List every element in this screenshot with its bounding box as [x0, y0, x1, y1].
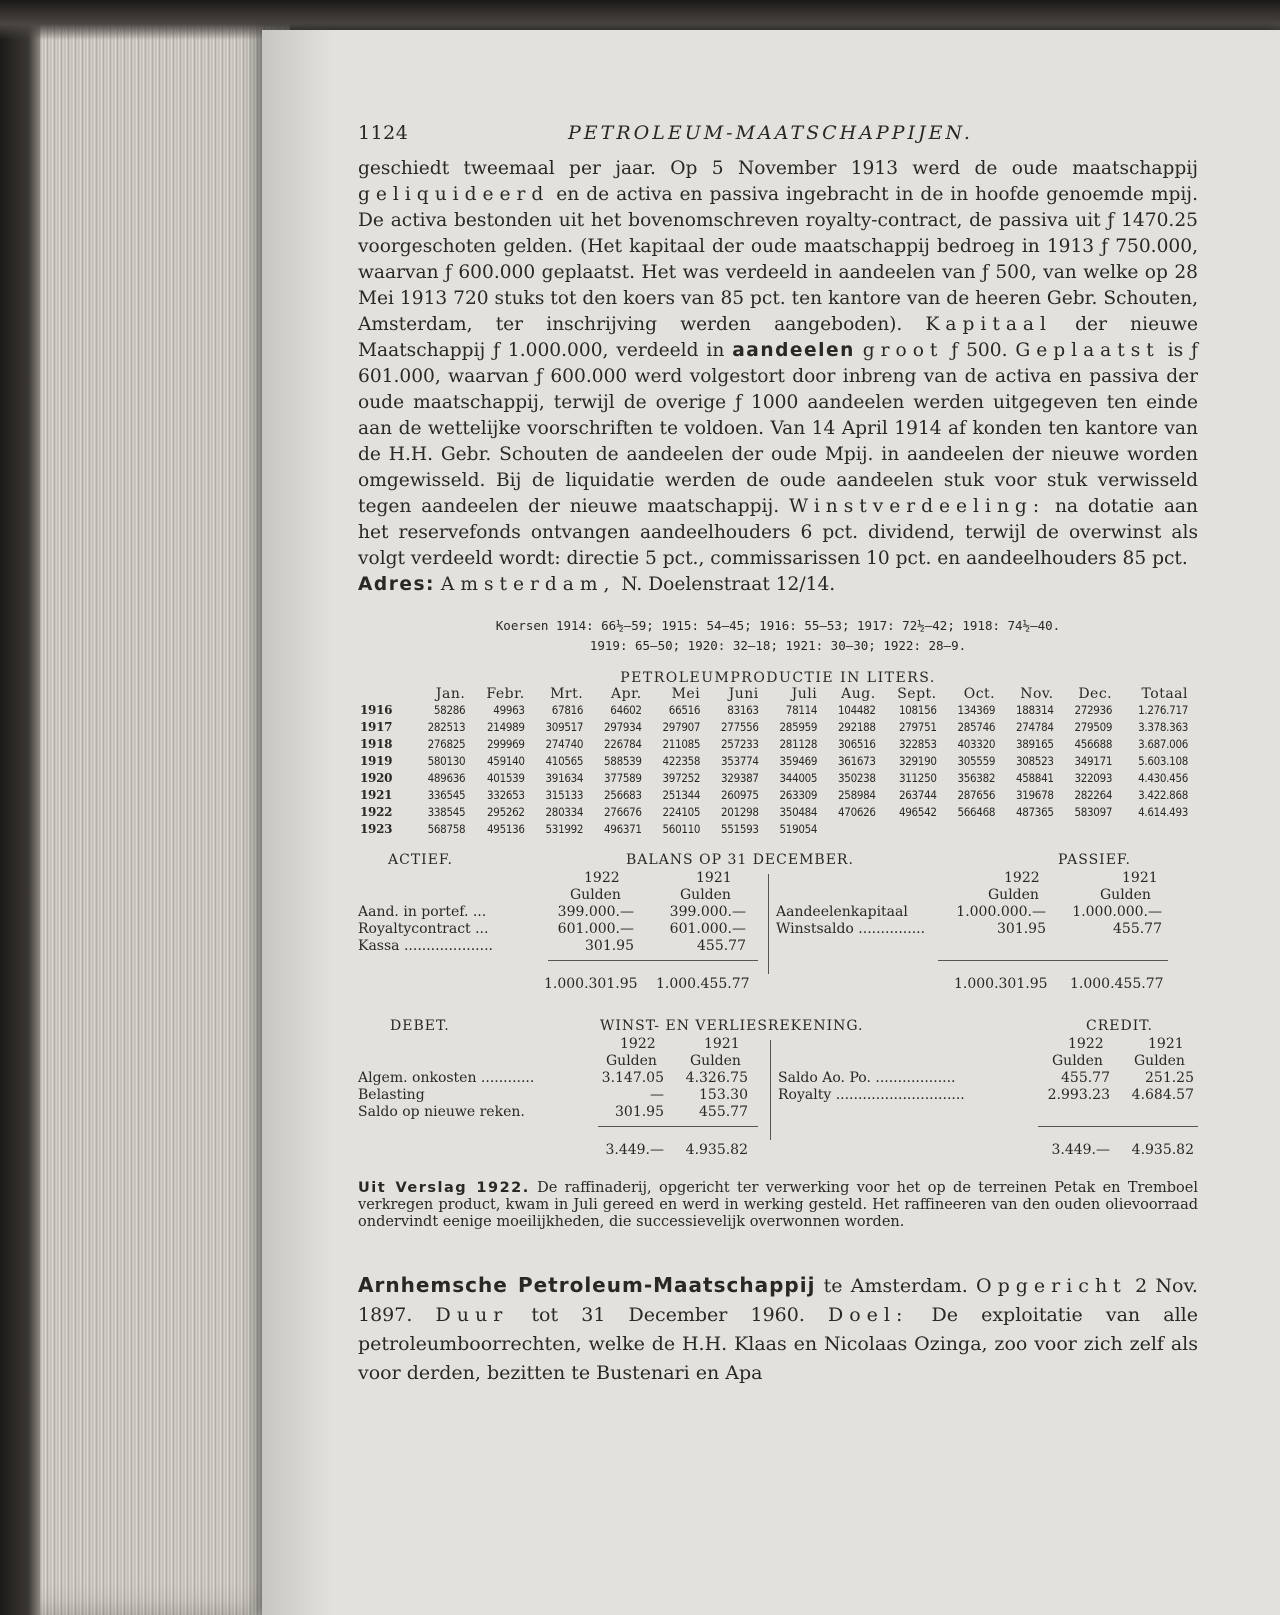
year-cell: 1922: [360, 805, 393, 819]
value-cell: 322853: [898, 737, 937, 751]
value-cell: 188314: [1015, 703, 1054, 717]
value-cell: 285746: [957, 720, 996, 734]
month-column-header: Jan.: [435, 686, 466, 702]
page-header: [358, 116, 1280, 156]
year-cell: 1921: [360, 788, 393, 802]
value-cell: 5.603.108: [1138, 754, 1188, 768]
value-cell: 66516: [668, 703, 701, 717]
balans-right-total: 1.000.455.77: [1070, 976, 1164, 992]
arnhemsche-entry: [358, 1271, 1198, 1388]
koersen-line-2: 1919: 65—50; 1920: 32—18; 1921: 30—30; 1922: 28—9.: [589, 638, 967, 653]
value-cell: 353774: [721, 754, 759, 768]
winst-left-label: Saldo op nieuwe reken.: [358, 1104, 525, 1120]
winst-right-unit-1: Gulden: [1052, 1053, 1103, 1069]
value-cell: 336545: [427, 788, 466, 802]
value-cell: 338545: [427, 805, 466, 819]
table-row: [358, 770, 1190, 787]
balans-left-label: Royaltycontract ...: [358, 921, 489, 937]
balans-left-value: 601.000.—: [669, 921, 746, 937]
value-cell: 295262: [487, 805, 525, 819]
value-cell: 580130: [427, 754, 466, 768]
month-column-header: Mei: [671, 686, 701, 702]
emph-groot: groot: [862, 340, 944, 361]
year-cell: 1923: [360, 822, 393, 836]
book-page: [262, 30, 1280, 1615]
month-column-header: Dec.: [1078, 686, 1113, 702]
value-cell: 489636: [427, 771, 466, 785]
balans-left-value: 399.000.—: [557, 904, 634, 920]
table-row: [358, 736, 1190, 753]
value-cell: 3.378.363: [1138, 720, 1188, 734]
value-cell: 359469: [779, 754, 818, 768]
balans-title: BALANS OP 31 DECEMBER.: [626, 852, 854, 868]
table-row: [358, 787, 1190, 804]
credit-heading: CREDIT.: [1086, 1018, 1153, 1034]
month-column-header: Juni: [728, 686, 759, 702]
balans-left-label: Kassa ....................: [358, 938, 493, 954]
winst-left-label: Algem. onkosten ............: [358, 1070, 535, 1086]
value-cell: 276825: [427, 737, 466, 751]
value-cell: 297934: [604, 720, 642, 734]
value-cell: 280334: [545, 805, 584, 819]
winst-left-value: 301.95: [615, 1104, 664, 1120]
value-cell: 568758: [427, 822, 466, 836]
value-cell: 104482: [838, 703, 876, 717]
value-cell: 299969: [487, 737, 525, 751]
value-cell: 329387: [721, 771, 759, 785]
balans-right-unit-1: Gulden: [988, 887, 1039, 903]
page-title: PETROLEUM-MAATSCHAPPIJEN.: [568, 122, 973, 144]
winst-unit-2: Gulden: [690, 1053, 741, 1069]
winst-unit-1: Gulden: [606, 1053, 657, 1069]
balans-right-total: 1.000.301.95: [954, 976, 1048, 992]
value-cell: [1114, 821, 1190, 838]
value-cell: 551593: [721, 822, 759, 836]
production-table: [358, 686, 1190, 838]
text-run: der nieuwe Maatschappij ƒ 1.000.000, verdeeld in: [358, 314, 1198, 361]
value-cell: 459140: [487, 754, 525, 768]
value-cell: 401539: [487, 771, 525, 785]
value-cell: 282264: [1074, 788, 1113, 802]
balans-left-value: 601.000.—: [557, 921, 634, 937]
balans-left-value: 455.77: [697, 938, 746, 954]
winst-left-label: Belasting: [358, 1087, 425, 1103]
value-cell: 274740: [545, 737, 584, 751]
value-cell: 397252: [662, 771, 701, 785]
production-header-row: [358, 686, 1190, 702]
winst-right-value: 455.77: [1061, 1070, 1110, 1086]
value-cell: 287656: [957, 788, 996, 802]
value-cell: [997, 821, 1056, 838]
month-column-header: Apr.: [611, 686, 642, 702]
value-cell: 134369: [957, 703, 996, 717]
balans-right-value: 1.000.000.—: [1072, 904, 1162, 920]
value-cell: 458841: [1015, 771, 1054, 785]
balans-right-year-2: 1921: [1122, 870, 1158, 886]
value-cell: 309517: [545, 720, 584, 734]
address-line: [358, 572, 1280, 598]
table-row: [358, 753, 1190, 770]
balans-right-label: Winstsaldo ...............: [776, 921, 926, 937]
balans-right-total-rule: [938, 960, 1168, 961]
winst-right-label: Saldo Ao. Po. ..................: [778, 1070, 956, 1086]
value-cell: 566468: [957, 805, 996, 819]
value-cell: 531992: [545, 822, 584, 836]
balans-left-total: 1.000.301.95: [544, 976, 638, 992]
koersen-block: [358, 616, 1198, 656]
value-cell: 356382: [957, 771, 996, 785]
balans-left-value: 301.95: [585, 938, 634, 954]
winst-left-value: 3.147.05: [601, 1070, 664, 1086]
month-column-header: Febr.: [486, 686, 525, 702]
value-cell: [1056, 821, 1115, 838]
value-cell: 332653: [487, 788, 525, 802]
value-cell: 256683: [604, 788, 642, 802]
value-cell: [878, 821, 939, 838]
winst-section: [358, 1018, 1198, 1166]
value-cell: 4.430.456: [1138, 771, 1188, 785]
value-cell: 292188: [838, 720, 876, 734]
value-cell: 588539: [604, 754, 642, 768]
value-cell: 560110: [662, 822, 701, 836]
value-cell: 224105: [662, 805, 701, 819]
balans-left-label: Aand. in portef. ...: [358, 904, 487, 920]
value-cell: 329190: [898, 754, 937, 768]
value-cell: 389165: [1015, 737, 1054, 751]
text-run: is ƒ 601.000, waarvan ƒ 600.000 werd volgestort door inbreng van de activa en passiva der oude maatschappij, terwijl de overige ƒ 1000 aandeelen werden uitgegeven ten einde aan de wettelijke voorschriften te voldoen. Van 14 April 1914 af konden ten kantore van de H.H. Gebr. Schouten de aandeelen der oude Mpij. in aandeelen der nieuwe worden omgewisseld. Bij de liquidatie werden de oude aandeelen stuk voor stuk verwisseld tegen aandeelen der nieuwe maatschappij.: [358, 340, 1198, 517]
month-column-header: Mrt.: [550, 686, 584, 702]
value-cell: 260975: [721, 788, 759, 802]
value-cell: 251344: [662, 788, 701, 802]
value-cell: 496371: [604, 822, 642, 836]
value-cell: 279509: [1074, 720, 1113, 734]
year-cell: 1920: [360, 771, 393, 785]
year-column-header: [358, 686, 409, 702]
month-column-header: Aug.: [841, 686, 876, 702]
winst-right-year-2: 1921: [1148, 1036, 1184, 1052]
winst-left-value: 455.77: [699, 1104, 748, 1120]
value-cell: 279751: [898, 720, 937, 734]
winst-title: WINST- EN VERLIESREKENING.: [600, 1018, 864, 1034]
value-cell: 214989: [487, 720, 525, 734]
company-name: Arnhemsche Petroleum-Maatschappij: [358, 1273, 816, 1297]
winst-right-total-rule: [1038, 1126, 1198, 1127]
value-cell: 67816: [551, 703, 584, 717]
winst-right-value: 4.684.57: [1131, 1087, 1194, 1103]
value-cell: 496542: [898, 805, 937, 819]
winst-right-total: 4.935.82: [1131, 1142, 1194, 1158]
value-cell: 49963: [493, 703, 525, 717]
winst-left-value: 153.30: [699, 1087, 748, 1103]
verslag-text: De raffinaderij, opgericht ter verwerking voor het op de terreinen Petak en Tremboel verkregen product, kwam in Juli gereed en werd in werking gesteld. Het raffineeren van den ouden olievoorraad ondervindt eenige moeilijkheden, die successievelijk overwonnen worden.: [358, 1180, 1198, 1230]
year-cell: 1916: [360, 703, 393, 717]
value-cell: 305559: [957, 754, 996, 768]
text-run: ƒ 500.: [951, 340, 1008, 361]
text-run: geschiedt tweemaal per jaar. Op 5 November 1913 werd de oude maatschappij: [358, 158, 1198, 179]
emph-kapitaal: Kapitaal: [925, 314, 1052, 335]
winst-left-value: —: [650, 1087, 664, 1103]
value-cell: 322093: [1074, 771, 1113, 785]
year-cell: 1918: [360, 737, 393, 751]
emph-duur: Duur: [435, 1304, 509, 1326]
value-cell: 257233: [721, 737, 759, 751]
value-cell: 306516: [838, 737, 876, 751]
winst-left-total-rule: [598, 1126, 758, 1127]
value-cell: 3.422.868: [1138, 788, 1188, 802]
value-cell: 495136: [487, 822, 525, 836]
value-cell: 1.276.717: [1138, 703, 1188, 717]
passief-heading: PASSIEF.: [1058, 852, 1131, 868]
balans-section: [358, 852, 1198, 1002]
value-cell: 308523: [1015, 754, 1054, 768]
value-cell: [939, 821, 998, 838]
production-title: PETROLEUMPRODUCTIE IN LITERS.: [620, 670, 936, 686]
winst-left-total: 4.935.82: [685, 1142, 748, 1158]
value-cell: 487365: [1015, 805, 1054, 819]
value-cell: 64602: [610, 703, 642, 717]
value-cell: 361673: [838, 754, 876, 768]
balans-divider: [768, 874, 769, 974]
koersen-line-1: Koersen 1914: 66½—59; 1915: 54—45; 1916: 55—53; 1917: 72½—42; 1918: 74½—40.: [495, 618, 1061, 633]
value-cell: 319678: [1015, 788, 1054, 802]
value-cell: 274784: [1015, 720, 1054, 734]
text-run: tot 31 December 1960.: [531, 1304, 805, 1326]
book-page-edges: [0, 0, 290, 1615]
table-row: [358, 702, 1190, 719]
value-cell: 344005: [779, 771, 818, 785]
value-cell: 403320: [957, 737, 996, 751]
year-cell: 1917: [360, 720, 393, 734]
value-cell: 422358: [662, 754, 701, 768]
value-cell: 519054: [779, 822, 818, 836]
month-column-header: Sept.: [897, 686, 937, 702]
balans-left-total: 1.000.455.77: [656, 976, 750, 992]
value-cell: 410565: [545, 754, 584, 768]
balans-left-total-rule: [548, 960, 758, 961]
value-cell: 311250: [898, 771, 937, 785]
month-column-header: Oct.: [963, 686, 996, 702]
emph-aandeelen: aandeelen: [732, 340, 855, 361]
address-street: N. Doelenstraat 12/14.: [621, 574, 836, 595]
emph-geliquideerd: geliquideerd: [358, 184, 550, 205]
value-cell: 456688: [1074, 737, 1113, 751]
value-cell: 58286: [433, 703, 466, 717]
value-cell: 226784: [604, 737, 642, 751]
winst-left-total: 3.449.—: [605, 1142, 664, 1158]
winst-left-value: 4.326.75: [685, 1070, 748, 1086]
address-city: Amsterdam,: [440, 574, 616, 595]
value-cell: 108156: [898, 703, 937, 717]
text-run: De exploitatie van alle petroleumboorrechten, welke de H.H. Klaas en Nicolaas Ozinga, zoo voor zich zelf als voor derden, bezitten te Bustenari en Apa: [358, 1304, 1198, 1384]
balans-right-value: 455.77: [1113, 921, 1162, 937]
value-cell: 263309: [779, 788, 818, 802]
table-row: [358, 821, 1190, 838]
month-column-header: Nov.: [1020, 686, 1054, 702]
balans-unit-2: Gulden: [680, 887, 731, 903]
winst-right-year-1: 1922: [1068, 1036, 1104, 1052]
value-cell: [819, 821, 878, 838]
value-cell: 315133: [545, 788, 584, 802]
text-run: en de activa en passiva ingebracht in de in hoofde genoemde mpij. De activa bestonden uit het bovenomschreven royalty-contract, de passiva uit ƒ 1470.25 voorgeschoten gelden. (Het kapitaal der oude maatschappij bedroeg in 1913 ƒ 750.000, waarvan ƒ 600.000 geplaatst. Het was verdeeld in aandeelen van ƒ 500, van welke op 28 Mei 1913 720 stuks tot den koers van 85 pct. ten kantore van de heeren Gebr. Schouten, Amsterdam, ter inschrijving werden aangeboden).: [358, 184, 1198, 335]
table-row: [358, 804, 1190, 821]
value-cell: 350238: [838, 771, 876, 785]
year-cell: 1919: [360, 754, 393, 768]
text-run: na dotatie aan het reservefonds ontvangen aandeelhouders 6 pct. dividend, terwijl de overwinst als volgt verdeeld wordt: directie 5 pct., commissarissen 10 pct. en aandeelhouders 85 pct.: [358, 496, 1198, 569]
debet-heading: DEBET.: [390, 1018, 450, 1034]
value-cell: 263744: [898, 788, 937, 802]
value-cell: 391634: [545, 771, 584, 785]
month-column-header: Totaal: [1141, 686, 1188, 702]
value-cell: 281128: [779, 737, 818, 751]
balans-right-unit-2: Gulden: [1100, 887, 1151, 903]
verslag-paragraph: [358, 1180, 1198, 1231]
balans-unit-1: Gulden: [570, 887, 621, 903]
value-cell: 350484: [779, 805, 818, 819]
value-cell: 282513: [427, 720, 466, 734]
value-cell: 83163: [727, 703, 759, 717]
winst-divider: [770, 1040, 771, 1140]
value-cell: 272936: [1074, 703, 1113, 717]
balans-right-year-1: 1922: [1004, 870, 1040, 886]
balans-left-value: 399.000.—: [669, 904, 746, 920]
value-cell: 349171: [1074, 754, 1113, 768]
value-cell: 258984: [838, 788, 876, 802]
verslag-label: Uit Verslag 1922.: [358, 1180, 530, 1196]
winst-right-value: 251.25: [1145, 1070, 1194, 1086]
balans-year-1: 1922: [584, 870, 620, 886]
value-cell: 78114: [785, 703, 818, 717]
value-cell: 4.614.493: [1138, 805, 1188, 819]
winst-year-1: 1922: [620, 1036, 656, 1052]
balans-right-value: 1.000.000.—: [956, 904, 1046, 920]
body-paragraph: [358, 156, 1198, 572]
table-row: [358, 719, 1190, 736]
balans-year-2: 1921: [696, 870, 732, 886]
value-cell: 276676: [604, 805, 642, 819]
winst-right-value: 2.993.23: [1047, 1087, 1110, 1103]
value-cell: 470626: [838, 805, 876, 819]
value-cell: 3.687.006: [1138, 737, 1188, 751]
winst-right-label: Royalty .............................: [778, 1087, 965, 1103]
emph-doel: Doel:: [828, 1304, 909, 1326]
value-cell: 277556: [721, 720, 759, 734]
balans-right-value: 301.95: [997, 921, 1046, 937]
page-number: 1124: [358, 122, 409, 144]
winst-year-2: 1921: [704, 1036, 740, 1052]
value-cell: 201298: [721, 805, 759, 819]
balans-right-label: Aandeelenkapitaal: [776, 904, 908, 920]
emph-geplaatst: Geplaatst: [1015, 340, 1160, 361]
address-label: Adres:: [358, 574, 435, 595]
month-column-header: Juli: [791, 686, 818, 702]
value-cell: 297907: [662, 720, 701, 734]
text-run: te Amsterdam.: [823, 1275, 968, 1297]
winst-right-unit-2: Gulden: [1134, 1053, 1185, 1069]
page-content: [358, 116, 1280, 1388]
book-spine-shadow: [0, 0, 40, 1615]
value-cell: 583097: [1074, 805, 1113, 819]
emph-winstverdeeling: Winstverdeeling:: [789, 496, 1046, 517]
value-cell: 285959: [779, 720, 818, 734]
production-body: [358, 702, 1190, 838]
winst-right-total: 3.449.—: [1051, 1142, 1110, 1158]
value-cell: 211085: [662, 737, 701, 751]
text-run: 2 Nov. 1897.: [358, 1275, 1198, 1326]
value-cell: 377589: [604, 771, 642, 785]
actief-heading: ACTIEF.: [388, 852, 453, 868]
emph-opgericht: Opgericht: [976, 1275, 1127, 1297]
